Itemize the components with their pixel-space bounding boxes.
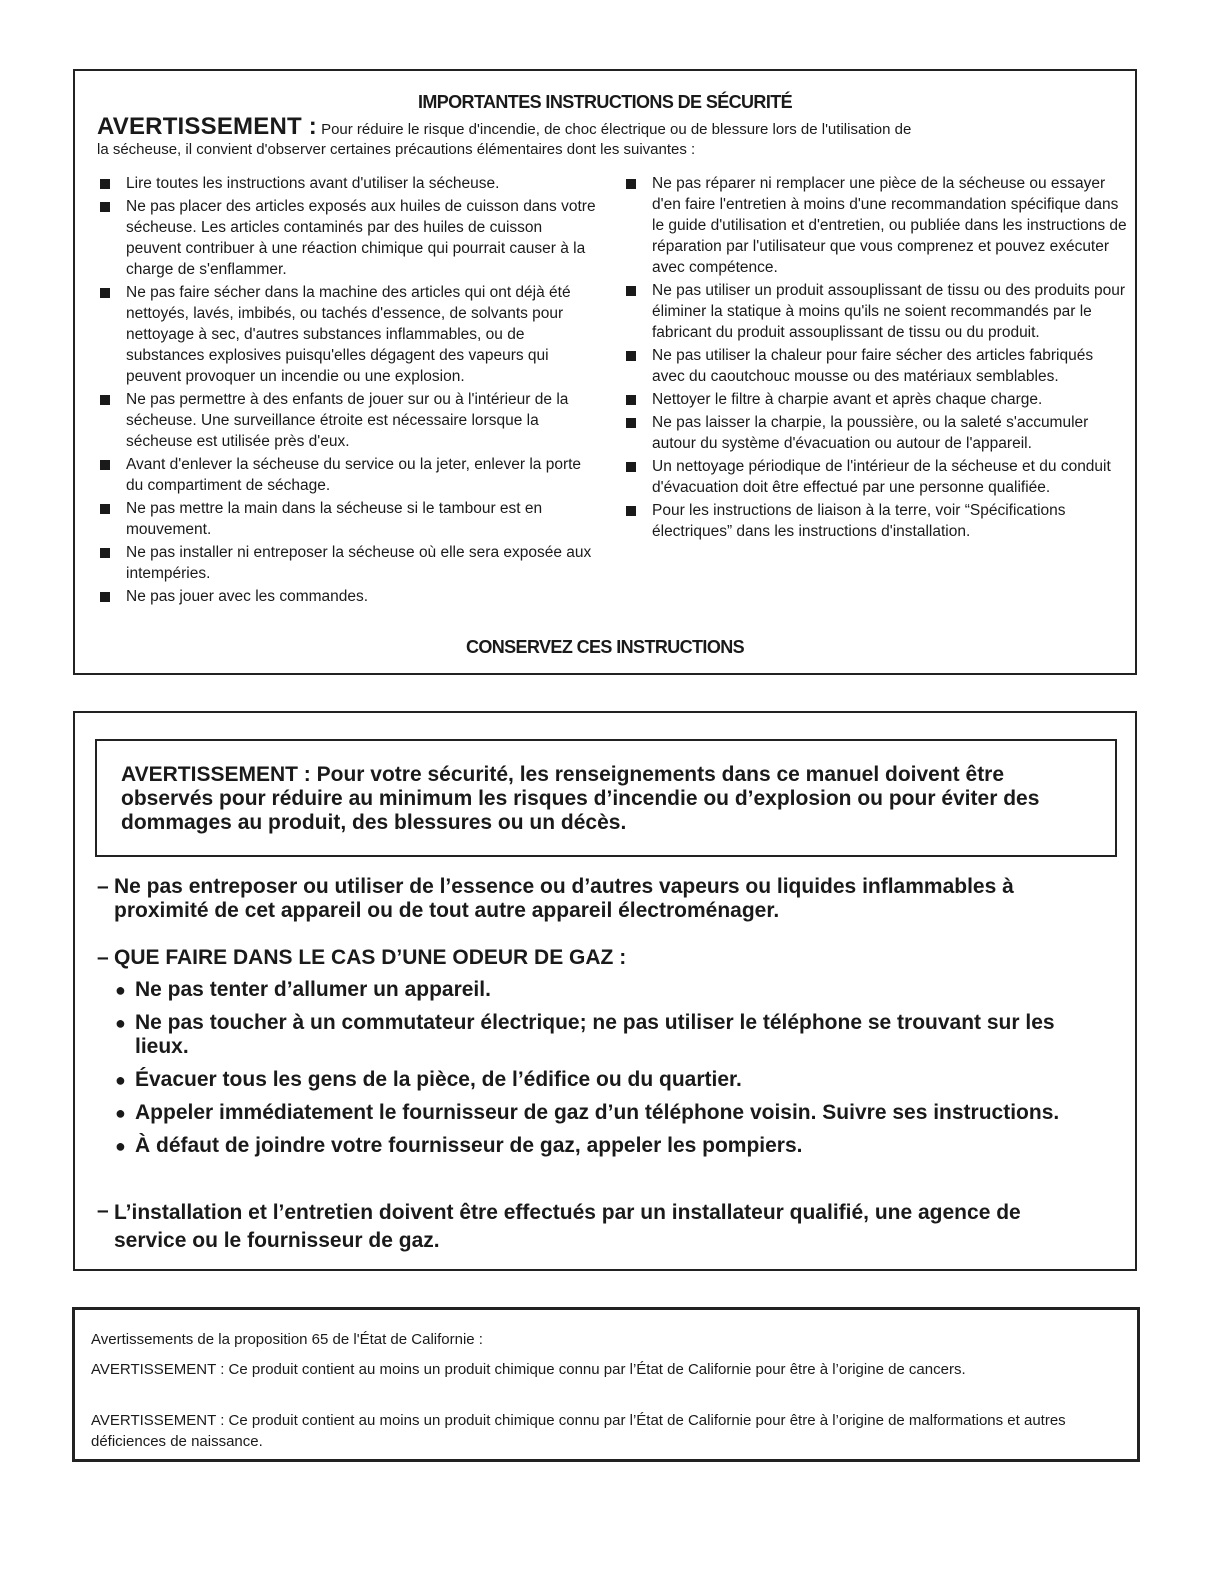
bullet-square-icon: [100, 504, 110, 514]
bullet-square-icon: [100, 288, 110, 298]
prop65-warning-birth-defects: AVERTISSEMENT : Ce produit contient au moins un produit chimique connu par l’État de Californie pour être à l’origine de malformations et autres déficiences de naissance.: [91, 1412, 1066, 1450]
bullet-square-icon: [100, 179, 110, 189]
dash-mark: –: [97, 1199, 109, 1222]
list-item: Nettoyer le filtre à charpie avant et après chaque charge.: [623, 389, 1127, 410]
list-item: Ne pas laisser la charpie, la poussière, ou la saleté s'accumuler autour du système d'évacuation ou autour de l'appareil.: [623, 412, 1127, 454]
safety-warning-text-line2: la sécheuse, il convient d'observer certaines précautions élémentaires dont les suivantes :: [97, 141, 696, 158]
safety-warning-text-line1: Pour réduire le risque d'incendie, de choc électrique ou de blessure lors de l'utilisation de: [316, 121, 912, 138]
bullet-square-icon: [100, 202, 110, 212]
bullet-square-icon: [626, 462, 636, 472]
prop65-heading: Avertissements de la proposition 65 de l'État de Californie :: [91, 1331, 483, 1348]
save-instructions-footer: CONSERVEZ CES INSTRUCTIONS: [465, 637, 745, 657]
prop65-box: [72, 1307, 1140, 1462]
bullet-dot-icon: ●: [115, 1103, 126, 1123]
gas-warning-storage: – Ne pas entreposer ou utiliser de l’essence ou d’autres vapeurs ou liquides inflammables à proximité de cet appareil ou de tout autre appareil électroménager.: [97, 875, 1014, 922]
bullet-dot-icon: ●: [115, 1013, 126, 1033]
safety-warning-label: AVERTISSEMENT :: [97, 113, 317, 140]
bullet-square-icon: [100, 548, 110, 558]
bullet-square-icon: [626, 506, 636, 516]
prop65-warning-cancer: AVERTISSEMENT : Ce produit contient au moins un produit chimique connu par l’État de Californie pour être à l’origine de cancers.: [91, 1361, 966, 1378]
safety-title: IMPORTANTES INSTRUCTIONS DE SÉCURITÉ: [417, 92, 793, 112]
gas-warning-inner-box: AVERTISSEMENT : Pour votre sécurité, les renseignements dans ce manuel doivent être observés pour réduire au minimum les risques d’incendie ou d’explosion ou pour éviter des dommages au produit, des blessures ou un décès.: [95, 739, 1117, 857]
bullet-square-icon: [626, 286, 636, 296]
bullet-square-icon: [626, 351, 636, 361]
safety-list-right: [623, 173, 1127, 544]
dash-mark: –: [97, 946, 109, 969]
list-item: Ne pas utiliser un produit assouplissant de tissu ou des produits pour éliminer la statique à moins qu'ils ne soient recommandés par le fabricant du produit assouplissant de tissu ou du produit.: [623, 280, 1127, 343]
gas-odor-steps: [115, 978, 1105, 1167]
bullet-square-icon: [626, 179, 636, 189]
bullet-square-icon: [100, 395, 110, 405]
bullet-dot-icon: ●: [115, 1136, 126, 1156]
list-item: ● À défaut de joindre votre fournisseur de gaz, appeler les pompiers.: [115, 1134, 803, 1157]
list-item: Ne pas faire sécher dans la machine des articles qui ont déjà été nettoyés, lavés, imbibés, ou tachés d'essence, de solvants pour nettoyage à sec, d'autres substances inflammables, ou de substances explosives puisqu'elles dégagent des vapeurs qui peuvent provoquer un incendie ou une explosion.: [97, 282, 599, 387]
list-item: Un nettoyage périodique de l'intérieur de la sécheuse et du conduit d'évacuation doit être effectué par une personne qualifiée.: [623, 456, 1127, 498]
safety-list-left: [97, 173, 599, 609]
list-item: Avant d'enlever la sécheuse du service ou la jeter, enlever la porte du compartiment de séchage.: [97, 454, 599, 496]
list-item: Pour les instructions de liaison à la terre, voir “Spécifications électriques” dans les instructions d'installation.: [623, 500, 1127, 542]
bullet-square-icon: [626, 418, 636, 428]
gas-odor-heading: – QUE FAIRE DANS LE CAS D’UNE ODEUR DE GAZ :: [97, 946, 627, 969]
list-item: Ne pas réparer ni remplacer une pièce de la sécheuse ou essayer d'en faire l'entretien à moins d'une recommandation spécifique dans le guide d'utilisation et d'entretien, ou publiée dans les instructions de réparation par l'utilisateur que vous comprenez et pouvez exécuter avec compétence.: [623, 173, 1127, 278]
list-item: Ne pas mettre la main dans la sécheuse si le tambour est en mouvement.: [97, 498, 599, 540]
bullet-square-icon: [100, 592, 110, 602]
safety-warning-intro: [97, 113, 1107, 161]
list-item: Ne pas jouer avec les commandes.: [97, 586, 599, 607]
list-item: ● Évacuer tous les gens de la pièce, de l’édifice ou du quartier.: [115, 1068, 742, 1091]
list-item: Ne pas utiliser la chaleur pour faire sécher des articles fabriqués avec du caoutchouc mousse ou des matériaux semblables.: [623, 345, 1127, 387]
list-item: Ne pas placer des articles exposés aux huiles de cuisson dans votre sécheuse. Les articles contaminés par des huiles de cuisson peuvent contribuer à une réaction chimique qui pourrait causer à la charge de s'enflammer.: [97, 196, 599, 280]
dash-mark: –: [97, 875, 109, 898]
gas-warning-box: [73, 711, 1137, 1271]
bullet-dot-icon: ●: [115, 980, 126, 1000]
bullet-square-icon: [100, 460, 110, 470]
list-item: Lire toutes les instructions avant d'utiliser la sécheuse.: [97, 173, 599, 194]
safety-instructions-box: [73, 69, 1137, 675]
list-item: ● Appeler immédiatement le fournisseur de gaz d’un téléphone voisin. Suivre ses instructions.: [115, 1101, 1060, 1124]
list-item: Ne pas permettre à des enfants de jouer sur ou à l'intérieur de la sécheuse. Une surveillance étroite est nécessaire lorsque la sécheuse est utilisée près d'eux.: [97, 389, 599, 452]
gas-installation-note: – L’installation et l’entretien doivent être effectués par un installateur qualifié, une agence de service ou le fournisseur de gaz.: [97, 1199, 1021, 1252]
list-item: ● Ne pas tenter d’allumer un appareil.: [115, 978, 491, 1001]
bullet-dot-icon: ●: [115, 1070, 126, 1090]
list-item: ● Ne pas toucher à un commutateur électrique; ne pas utiliser le téléphone se trouvant sur les lieux.: [115, 1011, 1055, 1058]
bullet-square-icon: [626, 395, 636, 405]
list-item: Ne pas installer ni entreposer la sécheuse où elle sera exposée aux intempéries.: [97, 542, 599, 584]
